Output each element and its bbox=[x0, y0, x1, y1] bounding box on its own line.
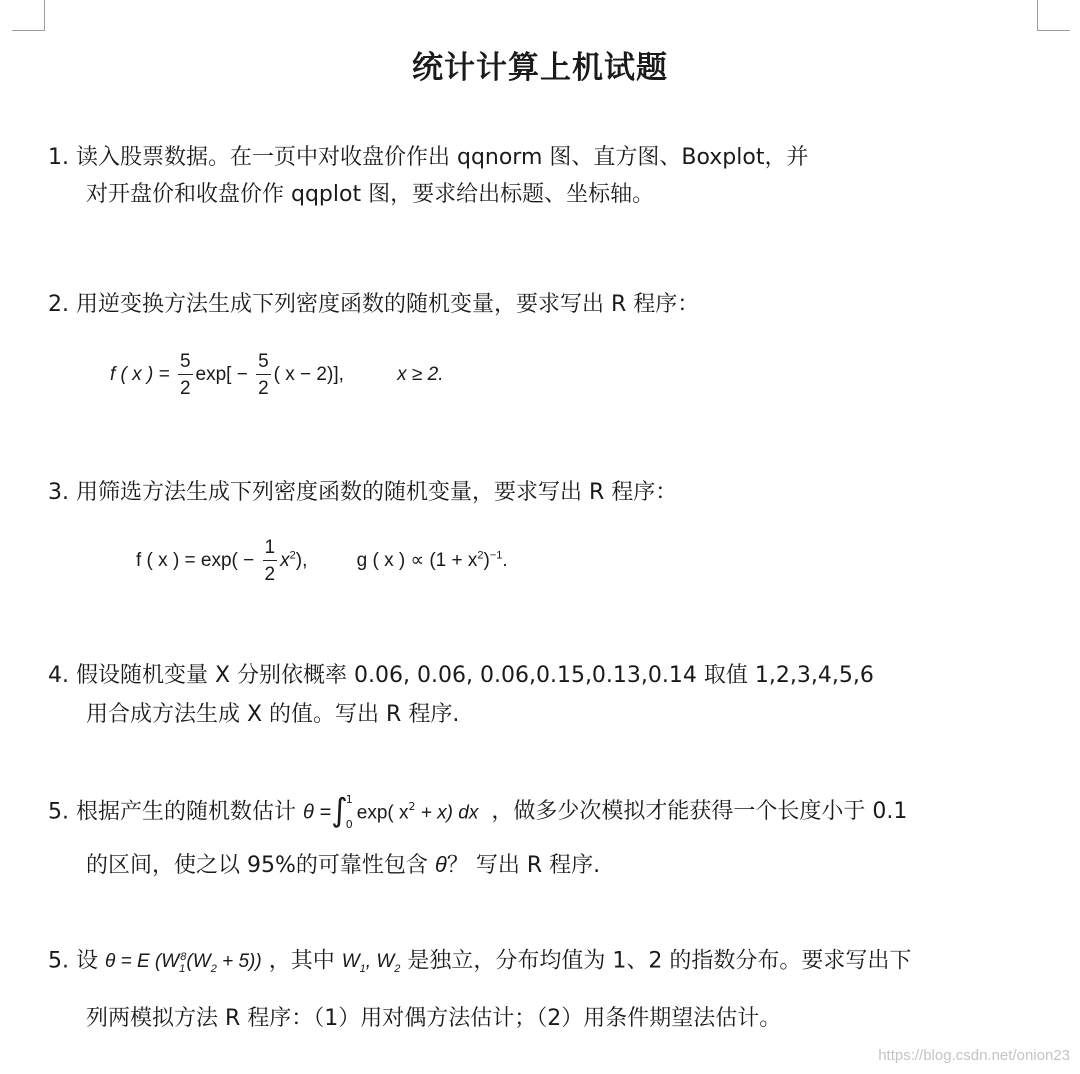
integral-sign-icon: ∫ bbox=[331, 791, 348, 830]
q2-condition: x ≥ 2. bbox=[397, 364, 444, 386]
page-corner-mark-top-right bbox=[1037, 0, 1070, 31]
q6-w-list: $W_1$, $W_2$ bbox=[341, 951, 401, 976]
q2-line1: 2. 用逆变换方法生成下列密度函数的随机变量，要求写出 R 程序： bbox=[48, 292, 700, 317]
csdn-watermark: https://blog.csdn.net/onion23 bbox=[878, 1047, 1070, 1064]
q5-line2-text: 的区间，使之以 95%的可靠性包含 bbox=[86, 853, 428, 878]
q6-line2: 列两模拟方法 R 程序：（1）用对偶方法估计；（2）用条件期望法估计。 bbox=[86, 1006, 782, 1031]
q3-f-lhs: f ( x ) = exp( − bbox=[136, 550, 255, 572]
q6-line1 bbox=[48, 942, 911, 984]
q4-line1: 4. 假设随机变量 X 分别依概率 0.06, 0.06, 0.06,0.15,0.13,0.14 取值 1,2,3,4,5,6 bbox=[48, 663, 874, 688]
q5-theta2: θ bbox=[434, 852, 447, 877]
q3-line1: 3. 用筛选方法生成下列密度函数的随机变量，要求写出 R 程序： bbox=[48, 480, 678, 505]
q5-integrand-rest: + x) dx bbox=[415, 802, 479, 824]
q3-g-pow: −1 bbox=[489, 549, 503, 562]
q6-suffix: 是独立，分布均值为 1、2 的指数分布。要求写出下 bbox=[407, 948, 912, 974]
q3-sq: 2 bbox=[289, 549, 296, 562]
q5-sq: 2 bbox=[408, 800, 416, 813]
q2-formula bbox=[110, 352, 444, 398]
q3-x: x bbox=[280, 550, 290, 572]
q5-line1 bbox=[48, 792, 907, 830]
q2-exp-rest: ( x − 2)], bbox=[273, 364, 344, 386]
document-title: 统计计算上机试题 bbox=[412, 50, 668, 86]
q2-exp-open: exp[ − bbox=[195, 364, 248, 386]
q1-line2: 对开盘价和收盘价作 qqplot 图，要求给出标题、坐标轴。 bbox=[86, 182, 655, 207]
q6-expr: θ = E $(W_1^8(W_2 + 5))$ bbox=[104, 951, 262, 976]
q3-close: ), bbox=[295, 550, 308, 572]
q3-g-sq: 2 bbox=[477, 549, 484, 562]
q3-g-expr: g ( x ) ∝ (1 + x bbox=[356, 550, 478, 572]
q5-suffix: ，做多少次模拟才能获得一个长度小于 0.1 bbox=[491, 799, 908, 825]
q3-g-close: ) bbox=[483, 550, 490, 572]
q5-line2-end: ？ 写出 R 程序. bbox=[446, 853, 601, 878]
q2-f-lhs: f ( x ) = bbox=[110, 364, 170, 386]
q4-line2: 用合成方法生成 X 的值。写出 R 程序. bbox=[86, 702, 460, 727]
q5-prefix: 5. 根据产生的随机数估计 bbox=[48, 799, 296, 825]
q2-frac1: $\frac{5}{2}$ bbox=[179, 351, 191, 399]
q6-mid: ，其中 bbox=[268, 948, 335, 974]
q6-prefix: 5. 设 bbox=[48, 948, 98, 974]
q5-limits: 1 0 bbox=[345, 793, 353, 832]
q5-theta: θ = bbox=[302, 801, 332, 824]
q5-line2 bbox=[86, 850, 600, 881]
q5-integrand: exp( x bbox=[356, 802, 409, 824]
page-corner-mark-top-left bbox=[12, 0, 45, 31]
q3-g-end: . bbox=[502, 550, 508, 572]
q1-line1: 1. 读入股票数据。在一页中对收盘价作出 qqnorm 图、直方图、Boxplot，并 bbox=[48, 145, 809, 170]
q3-frac: $\frac{1}{2}$ bbox=[264, 537, 276, 585]
q2-frac2: $\frac{5}{2}$ bbox=[258, 351, 269, 399]
q3-formula bbox=[136, 538, 508, 584]
